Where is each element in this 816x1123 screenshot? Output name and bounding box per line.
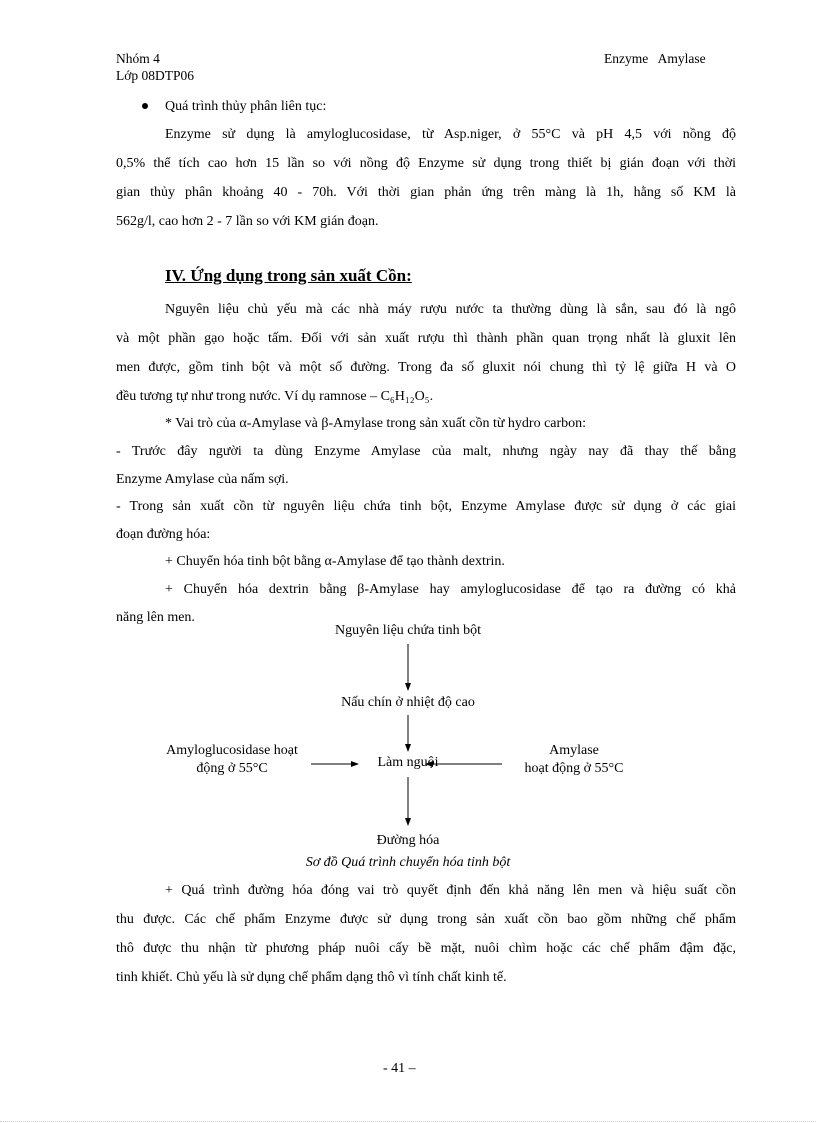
right-enzyme-line-2: hoạt động ở 55°C	[524, 761, 624, 776]
section-p1-line-1: Nguyên liệu chủ yếu mà các nhà máy rượu nước ta thường dùng là sắn, sau đó là ngô	[165, 302, 736, 317]
node-saccharification: Đường hóa	[376, 833, 440, 848]
plus-2-line-2: năng lên men.	[116, 610, 195, 625]
node-raw-material: Nguyên liệu chứa tinh bột	[334, 623, 481, 638]
node-cooking: Nấu chín ở nhiệt độ cao	[341, 695, 475, 710]
left-enzyme-line-2: động ở 55°C	[196, 761, 268, 776]
diagram-caption: Sơ đồ Quá trình chuyển hóa tinh bột	[305, 855, 511, 870]
continuous-line-3: gian thủy phân khoảng 40 - 70h. Với thời gian phản ứng trên màng là 1h, hằng số KM là	[116, 185, 736, 200]
section-p1-line-3: men được, gồm tinh bột và một số đường. Trong đa số gluxit nói chung thì tỷ lệ giữa H và O	[116, 360, 736, 375]
footer-divider	[0, 1121, 816, 1122]
section-p1-line-2: và một phần gạo hoặc tấm. Đối với sản xuất rượu thì thành phần quan trọng nhất là gluxit lên	[116, 331, 736, 346]
node-cooling: Làm nguội	[377, 755, 439, 770]
bullet-title: Quá trình thủy phân liên tục:	[165, 99, 327, 114]
closing-line-1: + Quá trình đường hóa đóng vai trò quyết định đến khả năng lên men và hiệu suất cồn	[165, 883, 736, 898]
plus-1: + Chuyển hóa tinh bột bằng α-Amylase để tạo thành dextrin.	[165, 554, 505, 569]
closing-line-4: tinh khiết. Chủ yếu là sử dụng chế phẩm dạng thô vì tính chất kinh tế.	[116, 970, 507, 985]
right-enzyme-line-1: Amylase	[549, 743, 599, 758]
header-topic: Enzyme Amylase	[604, 51, 706, 66]
header-class: Lớp 08DTP06	[116, 68, 195, 83]
dash-1-line-1: - Trước đây người ta dùng Enzyme Amylase của malt, nhưng ngày nay đã thay thế bằng	[116, 444, 736, 459]
continuous-line-1: Enzyme sử dụng là amyloglucosidase, từ Asp.niger, ở 55°C và pH 4,5 với nồng độ	[165, 127, 736, 142]
header-group: Nhóm 4	[116, 51, 160, 66]
section-p1-line-4: đều tương tự như trong nước. Ví dụ ramnose – C₆H₁₂O₅.	[116, 389, 434, 404]
closing-line-3: thô được thu nhận từ phương pháp nuôi cấy bề mặt, nuôi chìm hoặc các chế phẩm đậm đặc,	[116, 941, 736, 956]
continuous-line-4: 562g/l, cao hơn 2 - 7 lần so với KM gián đoạn.	[116, 214, 379, 229]
plus-2-line-1: + Chuyển hóa dextrin bằng β-Amylase hay amyloglucosidase để tạo ra đường có khả	[165, 582, 736, 597]
dash-1-line-2: Enzyme Amylase của nấm sợi.	[116, 472, 289, 487]
continuous-line-2: 0,5% thể tích cao hơn 15 lần so với nồng độ Enzyme sử dụng trong thiết bị gián đoạn với thời	[116, 156, 736, 171]
closing-line-2: thu được. Các chế phẩm Enzyme được sử dụng trong sản xuất cồn bao gồm những chế phẩm	[116, 912, 736, 927]
dash-2-line-1: - Trong sản xuất cồn từ nguyên liệu chứa tinh bột, Enzyme Amylase được sử dụng ở các giai	[116, 499, 736, 514]
dash-2-line-2: đoạn đường hóa:	[116, 527, 211, 542]
page-number: - 41 –	[383, 1061, 416, 1076]
left-enzyme-line-1: Amyloglucosidase hoạt	[166, 743, 298, 758]
role-title: * Vai trò của α-Amylase và β-Amylase trong sản xuất cồn từ hydro carbon:	[165, 416, 587, 431]
section-title: IV. Ứng dụng trong sản xuất Cồn:	[165, 266, 412, 285]
